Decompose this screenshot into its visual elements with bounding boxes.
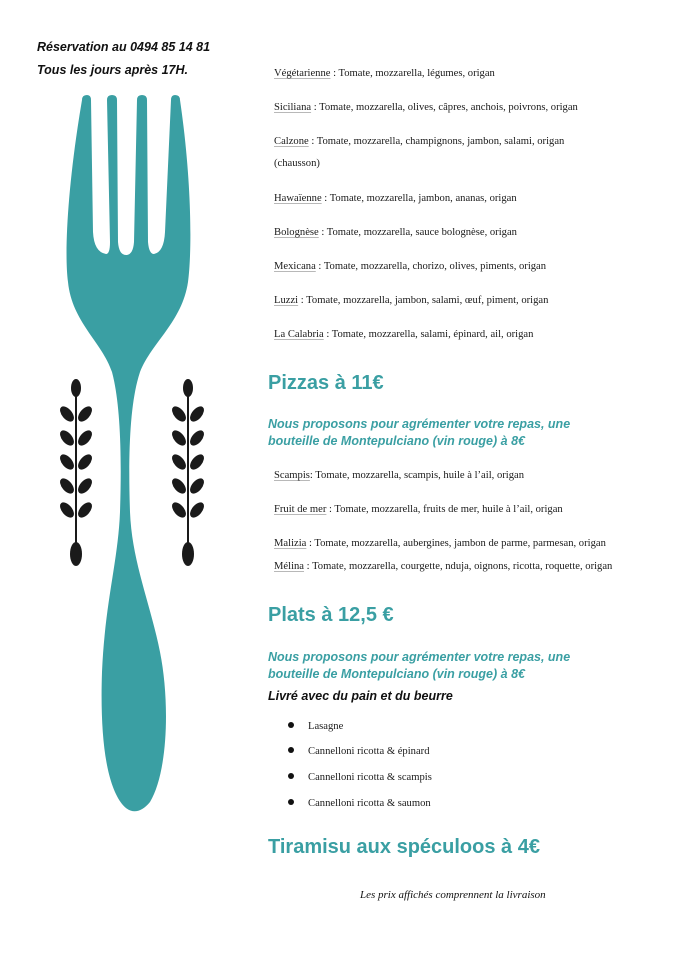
bullet-icon (288, 773, 294, 779)
pizza-item-scampis (274, 470, 524, 481)
section-title-dessert: Tiramisu aux spéculoos à 4€ (268, 836, 540, 858)
reservation-phone: Réservation au 0494 85 14 81 (37, 40, 211, 54)
promo-line: Nous proposons pour agrémenter votre repas, une (268, 417, 571, 431)
bullet-icon (288, 747, 294, 753)
bullet-icon (288, 722, 294, 728)
section-title-pizzas-11: Pizzas à 11€ (268, 372, 384, 394)
pizza-name: Malizia (274, 538, 307, 549)
promo-line: Nous proposons pour agrémenter votre repas, une (268, 650, 571, 664)
pizza-item-melina (274, 561, 612, 572)
pizza-desc: : Tomate, mozzarella, jambon, ananas, origan (321, 193, 517, 204)
pizza-name: Siciliana (274, 102, 312, 113)
pizza-desc: : Tomate, mozzarella, courgette, nduja, oignons, ricotta, roquette, origan (304, 561, 613, 572)
opening-hours: Tous les jours après 17H. (37, 63, 188, 77)
leaf-sprig-left-icon (59, 376, 93, 572)
pizza-extra: (chausson) (274, 158, 320, 169)
wine-promo-pizzas (268, 416, 570, 450)
pizza-item-bolognese (274, 227, 517, 238)
bullet-icon (288, 799, 294, 805)
plat-item: Cannelloni ricotta & scampis (308, 772, 432, 783)
wine-promo-plats (268, 649, 570, 683)
pizza-item-vegetarienne (274, 68, 495, 79)
section-title-plats: Plats à 12,5 € (268, 604, 394, 626)
pizza-item-luzzi (274, 295, 548, 306)
pizza-name: Végétarienne (274, 68, 331, 79)
pizza-desc: : Tomate, mozzarella, olives, câpres, anchois, poivrons, origan (311, 102, 578, 113)
pizza-name: Hawaïenne (274, 193, 322, 204)
pizza-item-hawaienne (274, 193, 517, 204)
pizza-desc: : Tomate, mozzarella, scampis, huile à l’ail, origan (309, 470, 525, 481)
pizza-item-fruit-de-mer (274, 504, 563, 515)
pizza-desc: : Tomate, mozzarella, chorizo, olives, piments, origan (315, 261, 547, 272)
pizza-item-la-calabria (274, 329, 533, 340)
pizza-desc: : Tomate, mozzarella, fruits de mer, huile à l’ail, origan (326, 504, 563, 515)
pizza-name: La Calabria (274, 329, 324, 340)
plat-item: Lasagne (308, 721, 344, 732)
pizza-item-calzone (274, 131, 564, 175)
pizza-name: Luzzi (274, 295, 299, 306)
pizza-desc: : Tomate, mozzarella, champignons, jambon, salami, origan (308, 136, 565, 147)
plat-item: Cannelloni ricotta & saumon (308, 798, 431, 809)
pizza-item-siciliana (274, 102, 578, 113)
promo-line: bouteille de Montepulciano (vin rouge) à 8€ (268, 667, 525, 681)
pizza-desc: : Tomate, mozzarella, légumes, origan (330, 68, 495, 79)
bread-butter-note: Livré avec du pain et du beurre (268, 689, 453, 703)
pizza-name: Scampis (274, 470, 310, 481)
pizza-name: Calzone (274, 136, 309, 147)
plat-item: Cannelloni ricotta & épinard (308, 746, 430, 757)
pizza-item-mexicana (274, 261, 546, 272)
reservation-header (37, 36, 210, 82)
pizza-name: Mexicana (274, 261, 316, 272)
pizza-desc: : Tomate, mozzarella, jambon, salami, œuf, piment, origan (298, 295, 549, 306)
pizza-item-malizia (274, 538, 606, 549)
promo-line: bouteille de Montepulciano (vin rouge) à 8€ (268, 434, 525, 448)
pizza-desc: : Tomate, mozzarella, sauce bolognèse, origan (318, 227, 517, 238)
pizza-name: Fruit de mer (274, 504, 327, 515)
pizza-name: Mélina (274, 561, 305, 572)
pizza-desc: : Tomate, mozzarella, aubergines, jambon de parme, parmesan, origan (306, 538, 606, 549)
delivery-price-note: Les prix affichés comprennent la livraison (360, 889, 546, 901)
pizza-desc: : Tomate, mozzarella, salami, épinard, ail, origan (323, 329, 534, 340)
pizza-name: Bolognèse (274, 227, 319, 238)
leaf-sprig-right-icon (171, 376, 205, 572)
